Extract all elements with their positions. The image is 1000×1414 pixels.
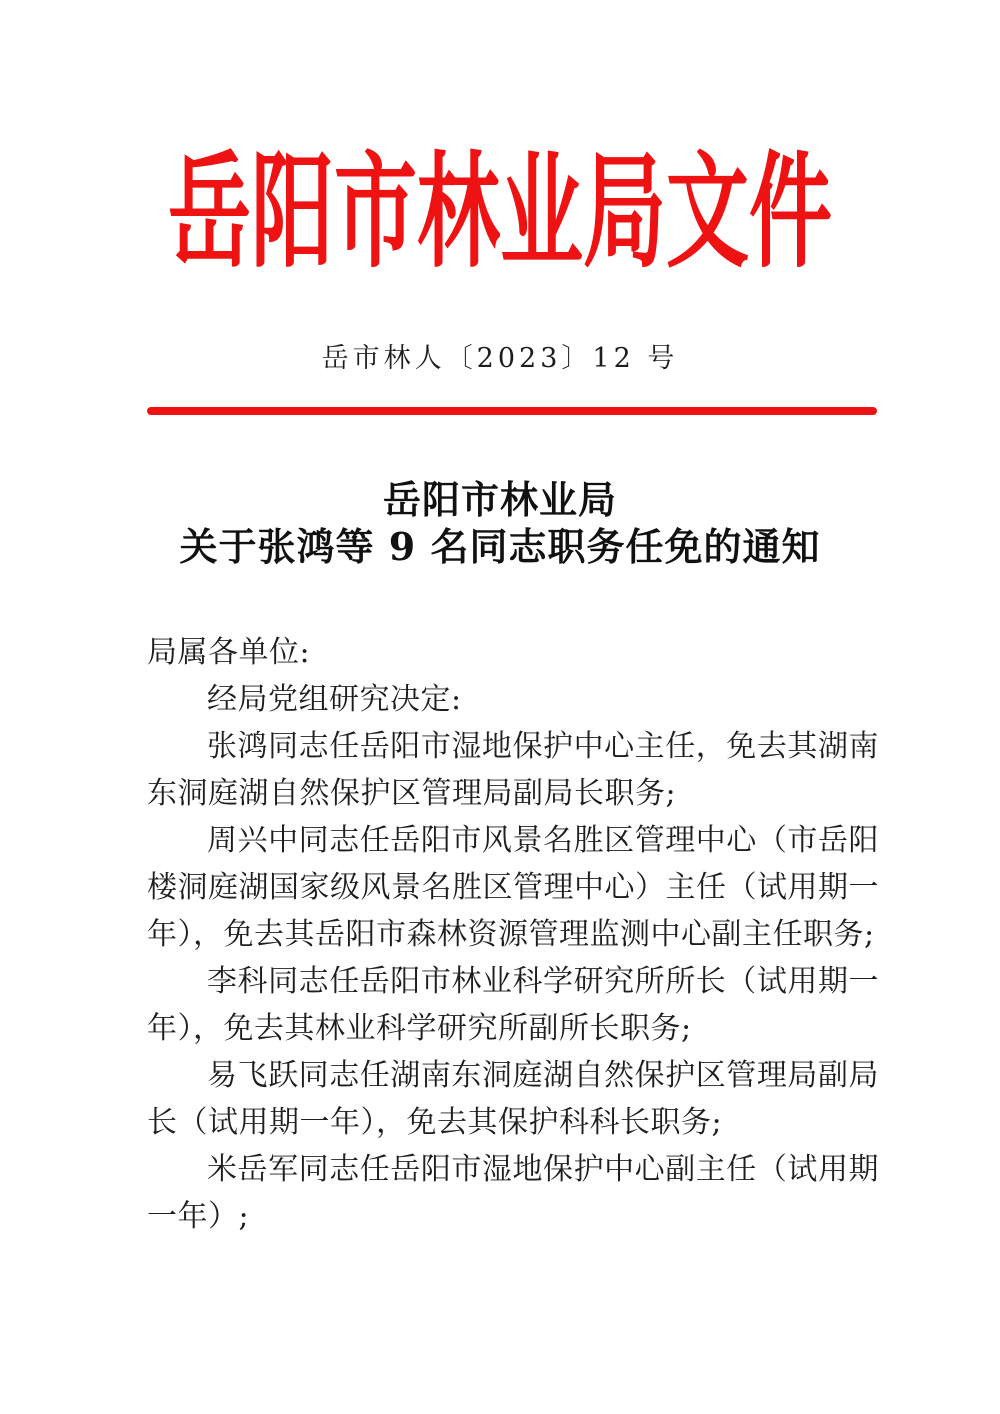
salutation: 局属各单位: (147, 635, 311, 670)
body-paragraph: 张鸿同志任岳阳市湿地保护中心主任，免去其湖南东洞庭湖自然保护区管理局副局长职务; (147, 729, 879, 811)
body-paragraph: 米岳军同志任岳阳市湿地保护中心副主任（试用期一年）; (147, 1152, 879, 1234)
body-paragraph: 经局党组研究决定: (207, 682, 462, 717)
document-title-line1: 岳阳市林业局 (382, 477, 617, 522)
red-separator-rule (147, 407, 877, 415)
document-title-line2: 关于张鸿等 9 名同志职务任免的通知 (179, 524, 821, 569)
document-body (147, 629, 879, 1240)
body-paragraph: 易飞跃同志任湖南东洞庭湖自然保护区管理局副局长（试用期一年），免去其保护科科长职务; (147, 1058, 879, 1140)
body-paragraph: 周兴中同志任岳阳市风景名胜区管理中心（市岳阳楼洞庭湖国家级风景名胜区管理中心）主任（试用期一年），免去其岳阳市森林资源管理监测中心副主任职务; (147, 823, 879, 952)
document-number: 岳市林人〔2023〕12 号 (321, 343, 679, 374)
document-title (0, 476, 1000, 570)
letterhead-title: 岳阳市林业局文件 (168, 138, 832, 285)
body-paragraph: 李科同志任岳阳市林业科学研究所所长（试用期一年），免去其林业科学研究所副所长职务; (147, 964, 879, 1046)
